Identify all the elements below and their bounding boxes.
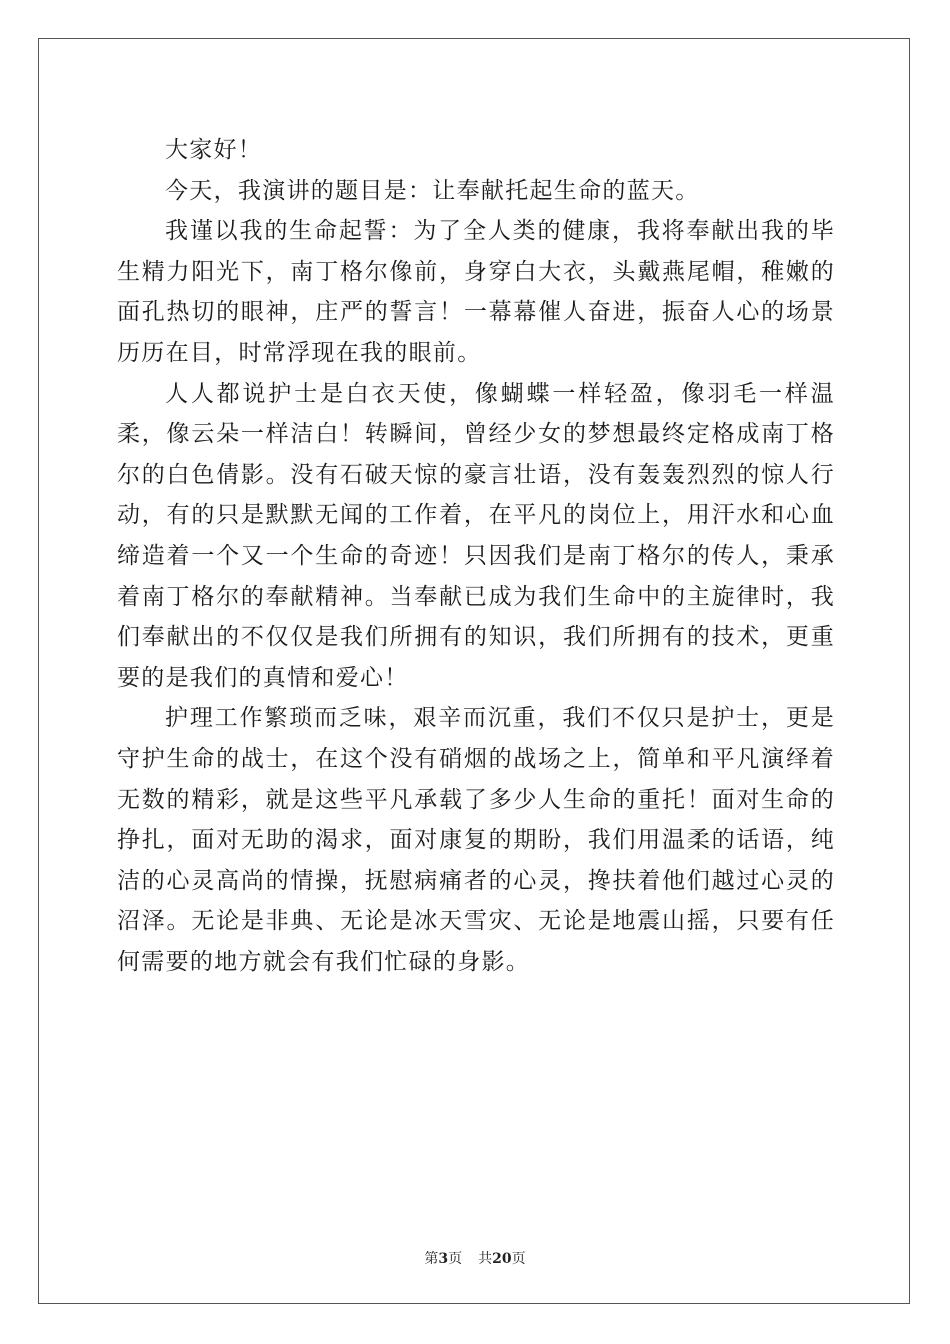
page-total-label: 共20页: [478, 1251, 526, 1267]
paragraph-greeting: 大家好！: [165, 137, 263, 163]
paragraph-oath: 我谨以我的生命起誓：为了全人类的健康，我将奉献出我的毕生精力阳光下，南丁格尔像前，身穿白大衣，头戴燕尾帽，稚嫩的面孔热切的眼神，庄严的誓言！一幕幕催人奋进，振奋人心的场景历历在目，时常浮现在我的眼前。: [117, 218, 835, 366]
paragraph-topic: 今天，我演讲的题目是：让奉献托起生命的蓝天。: [165, 177, 700, 204]
paragraph-nursing-work: 护理工作繁琐而乏味，艰辛而沉重，我们不仅只是护士，更是守护生命的战士，在这个没有硝烟的战场之上，简单和平凡演绎着无数的精彩，就是这些平凡承载了多少人生命的重托！面对生命的挣扎，面对无助的渴求，面对康复的期盼，我们用温柔的话语，纯洁的心灵高尚的情操，抚慰病痛者的心灵，搀扶着他们越过心灵的沼泽。无论是非典、无论是冰天雪灾、无论是地震山摇，只要有任何需要的地方就会有我们忙碌的身影。: [117, 705, 835, 975]
paragraph-angels: 人人都说护士是白衣天使，像蝴蝶一样轻盈，像羽毛一样温柔，像云朵一样洁白！转瞬间，曾经少女的梦想最终定格成南丁格尔的白色倩影。没有石破天惊的豪言壮语，没有轰轰烈烈的惊人行动，有的只是默默无闻的工作着，在平凡的岗位上，用汗水和心血缔造着一个又一个生命的奇迹！只因我们是南丁格尔的传人，秉承着南丁格尔的奉献精神。当奉献已成为我们生命中的主旋律时，我们奉献出的不仅仅是我们所拥有的知识，我们所拥有的技术，更重要的是我们的真情和爱心！: [117, 380, 835, 691]
page-footer: [0, 1248, 950, 1268]
page-number-label: 第3页: [424, 1251, 463, 1267]
document-body: [117, 130, 835, 982]
